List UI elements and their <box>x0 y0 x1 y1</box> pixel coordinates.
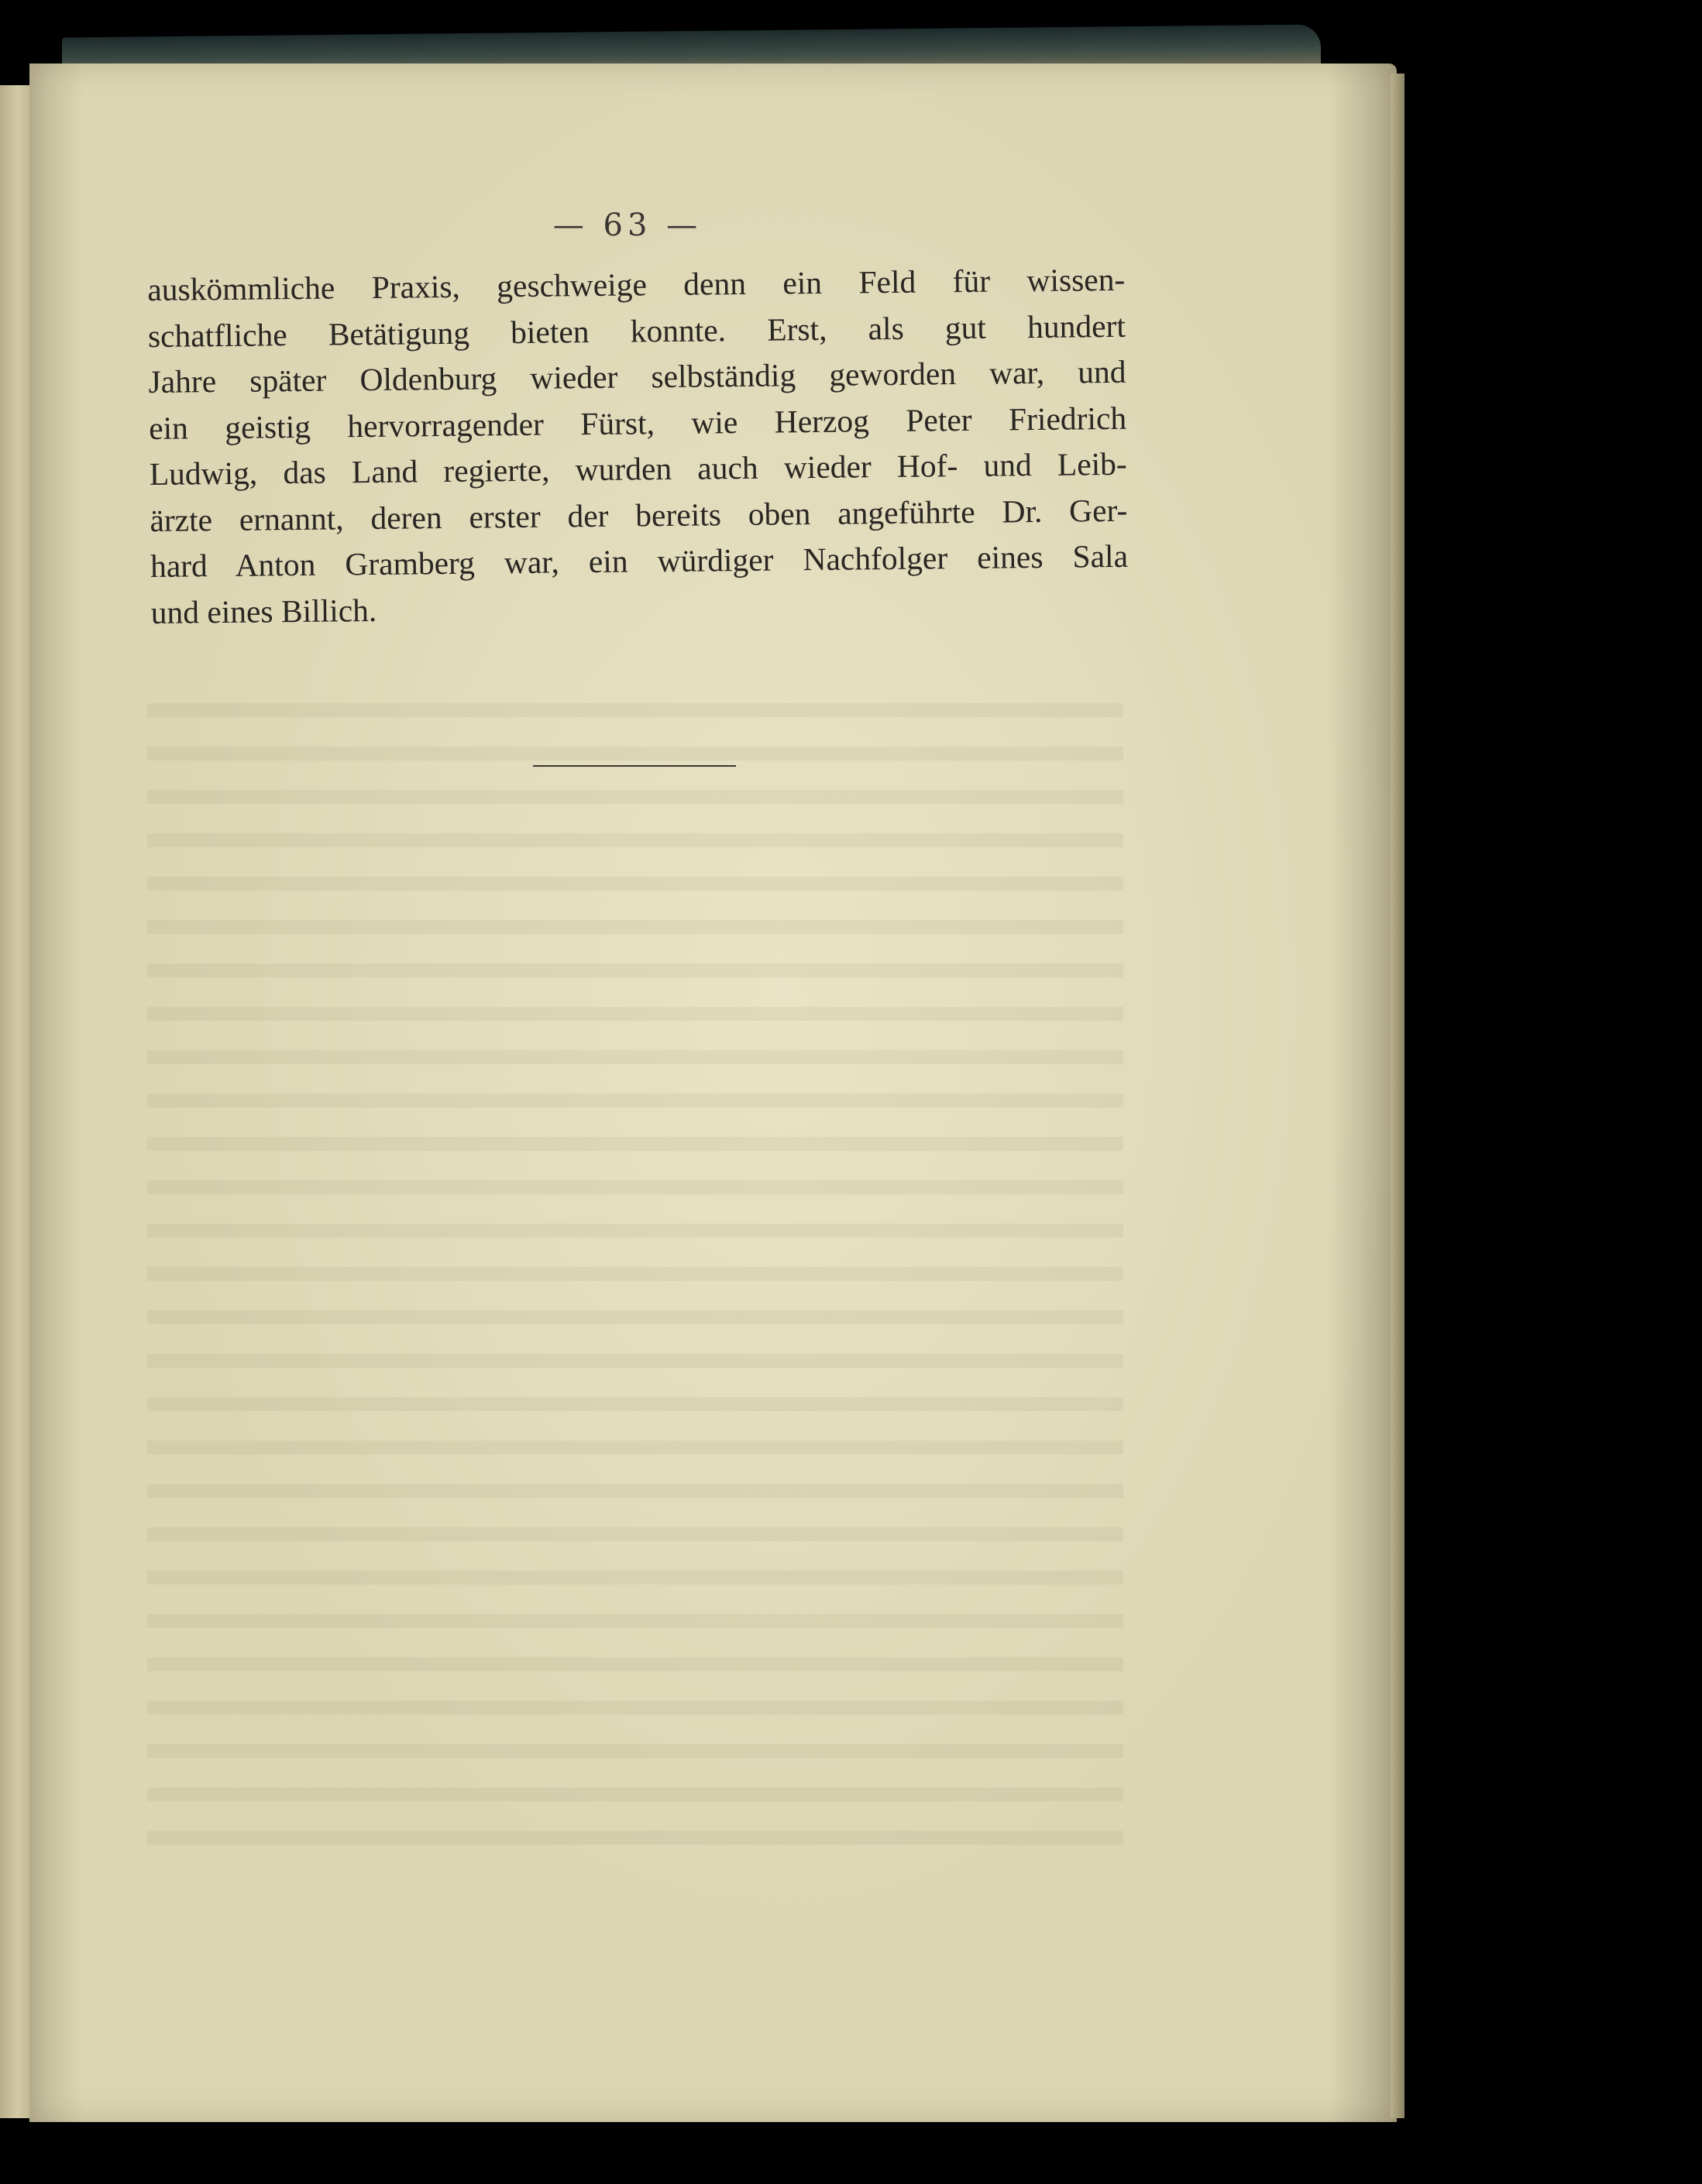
section-divider <box>533 765 736 767</box>
paragraph <box>147 257 1129 636</box>
text-line: ärzte ernannt, deren erster der bereits oben angeführte Dr. Ger- <box>150 492 1128 538</box>
text-line: und eines Billich. <box>150 592 377 630</box>
text-line: Jahre später Oldenburg wieder selbständig geworden war, und <box>148 353 1126 400</box>
left-page-edge <box>0 85 29 2118</box>
text-line: hard Anton Gramberg war, ein würdiger Nachfolger eines Sala <box>150 537 1129 584</box>
page-number: — 63 — <box>552 208 703 243</box>
text-line: schatfliche Betätigung bieten konnte. Erst, als gut hundert <box>147 307 1126 354</box>
text-line: auskömmliche Praxis, geschweige denn ein Feld für wissen- <box>147 261 1126 307</box>
page-stack-edge <box>1391 74 1405 2118</box>
text-line: ein geistig hervorragender Fürst, wie Herzog Peter Friedrich <box>148 400 1127 446</box>
text-line: Ludwig, das Land regierte, wurden auch wieder Hof- und Leib- <box>149 445 1127 492</box>
